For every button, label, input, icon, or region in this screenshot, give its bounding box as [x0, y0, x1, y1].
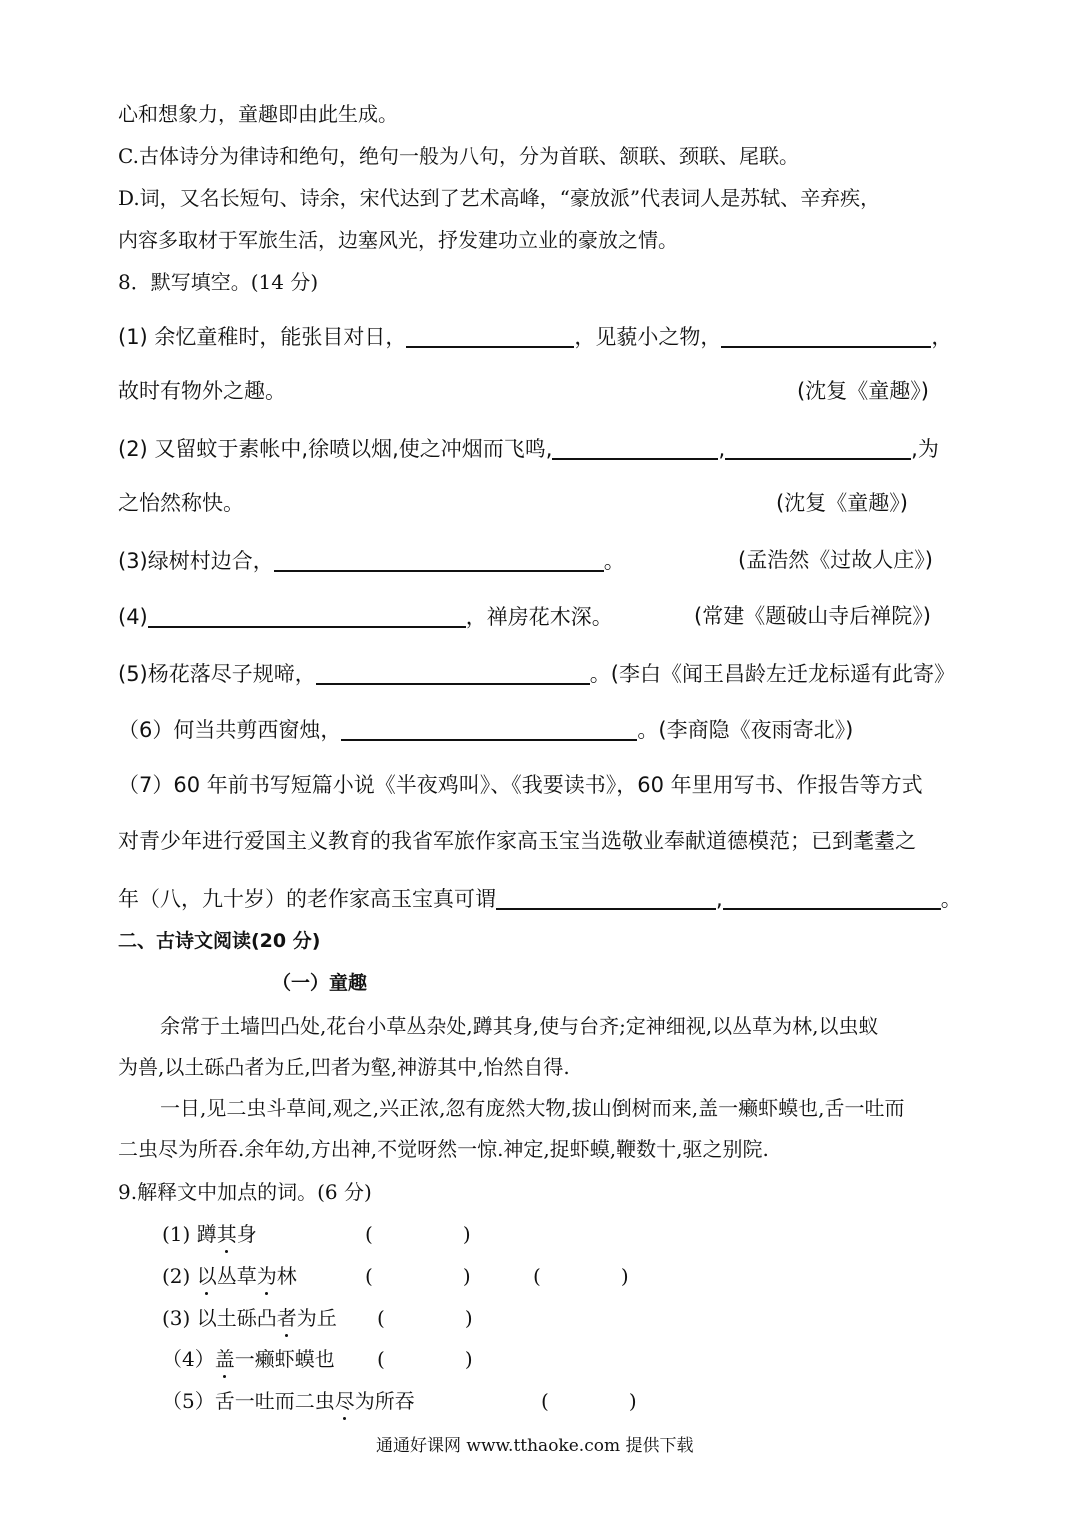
q8-item1-text-c: ，	[931, 325, 953, 349]
answer-blank[interactable]	[723, 888, 941, 910]
answer-blank[interactable]	[341, 719, 637, 741]
dotted-word: 为	[256, 1264, 277, 1288]
answer-paren[interactable]: ( )	[377, 1347, 473, 1371]
q8-item2-line1	[118, 438, 939, 460]
passage-title: （一）童趣	[272, 972, 368, 994]
answer-blank[interactable]	[274, 550, 604, 572]
q9-title: 9.解释文中加点的词。(6 分)	[118, 1180, 372, 1204]
q8-item5-text-a: (5)杨花落尽子规啼，	[118, 662, 316, 686]
q8-item5-text-b: 。(李白《闻王昌龄左迁龙标遥有此寄》	[589, 662, 955, 686]
q8-item2-text-c: ,为	[911, 437, 939, 461]
q8-item2-text-a: (2) 又留蚊于素帐中,徐喷以烟,使之冲烟而飞鸣,	[118, 437, 553, 461]
passage-p2-line1: 一日,见二虫斗草间,观之,兴正浓,忽有庞然大物,拔山倒树而来,盖一癞虾蟆也,舌一吐而	[160, 1096, 905, 1120]
q8-item3	[118, 550, 625, 572]
answer-blank[interactable]	[316, 663, 590, 685]
q9-item5: （5）舌一吐而二虫尽为所吞	[162, 1389, 415, 1413]
item-label: （4）	[162, 1347, 215, 1371]
q8-item1-line2: 故时有物外之趣。	[118, 379, 286, 403]
q8-item6	[118, 719, 853, 741]
q8-item7-line2: 对青少年进行爱国主义教育的我省军旅作家高玉宝当选敬业奉献道德模范；已到耄耋之	[118, 829, 916, 853]
answer-paren[interactable]: ( )	[541, 1389, 637, 1413]
q8-item1-line1	[118, 326, 952, 348]
q8-item4-text-a: (4)	[118, 605, 148, 629]
q8-item6-text-a: （6）何当共剪西窗烛，	[118, 718, 342, 742]
answer-paren[interactable]: ( )	[365, 1264, 471, 1288]
item-label: （5）	[162, 1389, 215, 1413]
answer-blank[interactable]	[552, 438, 718, 460]
option-c: C.古体诗分为律诗和绝句，绝句一般为八句，分为首联、颔联、颈联、尾联。	[118, 144, 799, 168]
answer-blank[interactable]	[721, 326, 931, 348]
dotted-word: 盖	[214, 1347, 235, 1371]
item-label: (1)	[162, 1222, 191, 1246]
q8-item5	[118, 663, 955, 685]
q8-item7-text-a: 年（八，九十岁）的老作家高玉宝真可谓	[118, 887, 496, 911]
answer-paren[interactable]: ( )	[377, 1306, 473, 1330]
dotted-word: 其	[216, 1222, 237, 1246]
page-footer: 通通好课网 www.tthaoke.com 提供下载	[376, 1436, 694, 1456]
q8-item3-text-a: (3)绿树村边合，	[118, 549, 274, 573]
passage-p1-line1: 余常于土墙凹凸处,花台小草丛杂处,蹲其身,使与台齐;定神细视,以丛草为林,以虫蚁	[160, 1014, 879, 1038]
option-b-continuation: 心和想象力，童趣即由此生成。	[118, 102, 398, 126]
q8-item2-text-b: ,	[718, 437, 726, 461]
q8-item3-text-b: 。	[603, 549, 625, 573]
answer-blank[interactable]	[148, 606, 466, 628]
q8-item7-line3	[118, 888, 962, 910]
dotted-word: 者	[276, 1306, 297, 1330]
q9-item2: (2) 以丛草为林	[162, 1264, 297, 1288]
q9-item1: (1) 蹲其身	[162, 1222, 257, 1246]
q8-title: 8．默写填空。(14 分)	[118, 270, 319, 294]
answer-paren[interactable]: ( )	[533, 1264, 629, 1288]
passage-p1-line2: 为兽,以土砾凸者为丘,凹者为壑,神游其中,怡然自得.	[118, 1055, 570, 1079]
answer-blank[interactable]	[496, 888, 716, 910]
q8-item3-source: (孟浩然《过故人庄》)	[738, 548, 933, 572]
q9-item3: (3) 以土砾凸者为丘	[162, 1306, 337, 1330]
option-d-line1: D.词，又名长短句、诗余，宋代达到了艺术高峰，“豪放派”代表词人是苏轼、辛弃疾，	[118, 186, 881, 210]
q8-item4-source: (常建《题破山寺后禅院》)	[694, 604, 931, 628]
passage-p2-line2: 二虫尽为所吞.余年幼,方出神,不觉呀然一惊.神定,捉虾蟆,鞭数十,驱之别院.	[118, 1137, 769, 1161]
item-label: (3)	[162, 1306, 191, 1330]
answer-paren[interactable]: ( )	[365, 1222, 471, 1246]
q8-item4	[118, 606, 613, 628]
q8-item1-text-a: (1) 余忆童稚时，能张目对日，	[118, 325, 407, 349]
q8-item6-text-b: 。(李商隐《夜雨寄北》)	[637, 718, 854, 742]
dotted-word: 尽	[334, 1389, 355, 1413]
q8-item4-text-b: ，禅房花木深。	[465, 605, 613, 629]
q8-item1-source: (沈复《童趣》)	[797, 379, 929, 403]
q8-item7-line1: （7）60 年前书写短篇小说《半夜鸡叫》、《我要读书》，60 年里用写书、作报告等方式	[118, 773, 923, 797]
q8-item2-line2: 之怡然称快。	[118, 491, 244, 515]
q9-item4: （4）盖一癞虾蟆也	[162, 1347, 335, 1371]
option-d-line2: 内容多取材于军旅生活，边塞风光，抒发建功立业的豪放之情。	[118, 228, 678, 252]
answer-blank[interactable]	[406, 326, 574, 348]
q8-item7-text-c: 。	[940, 887, 962, 911]
q8-item7-text-b: ,	[716, 887, 723, 911]
answer-blank[interactable]	[725, 438, 911, 460]
q8-item1-text-b: ，见藐小之物，	[574, 325, 722, 349]
q8-item2-source: (沈复《童趣》)	[776, 491, 908, 515]
item-label: (2)	[162, 1264, 191, 1288]
dotted-word: 以	[196, 1264, 217, 1288]
section-heading: 二、古诗文阅读(20 分)	[118, 930, 321, 952]
